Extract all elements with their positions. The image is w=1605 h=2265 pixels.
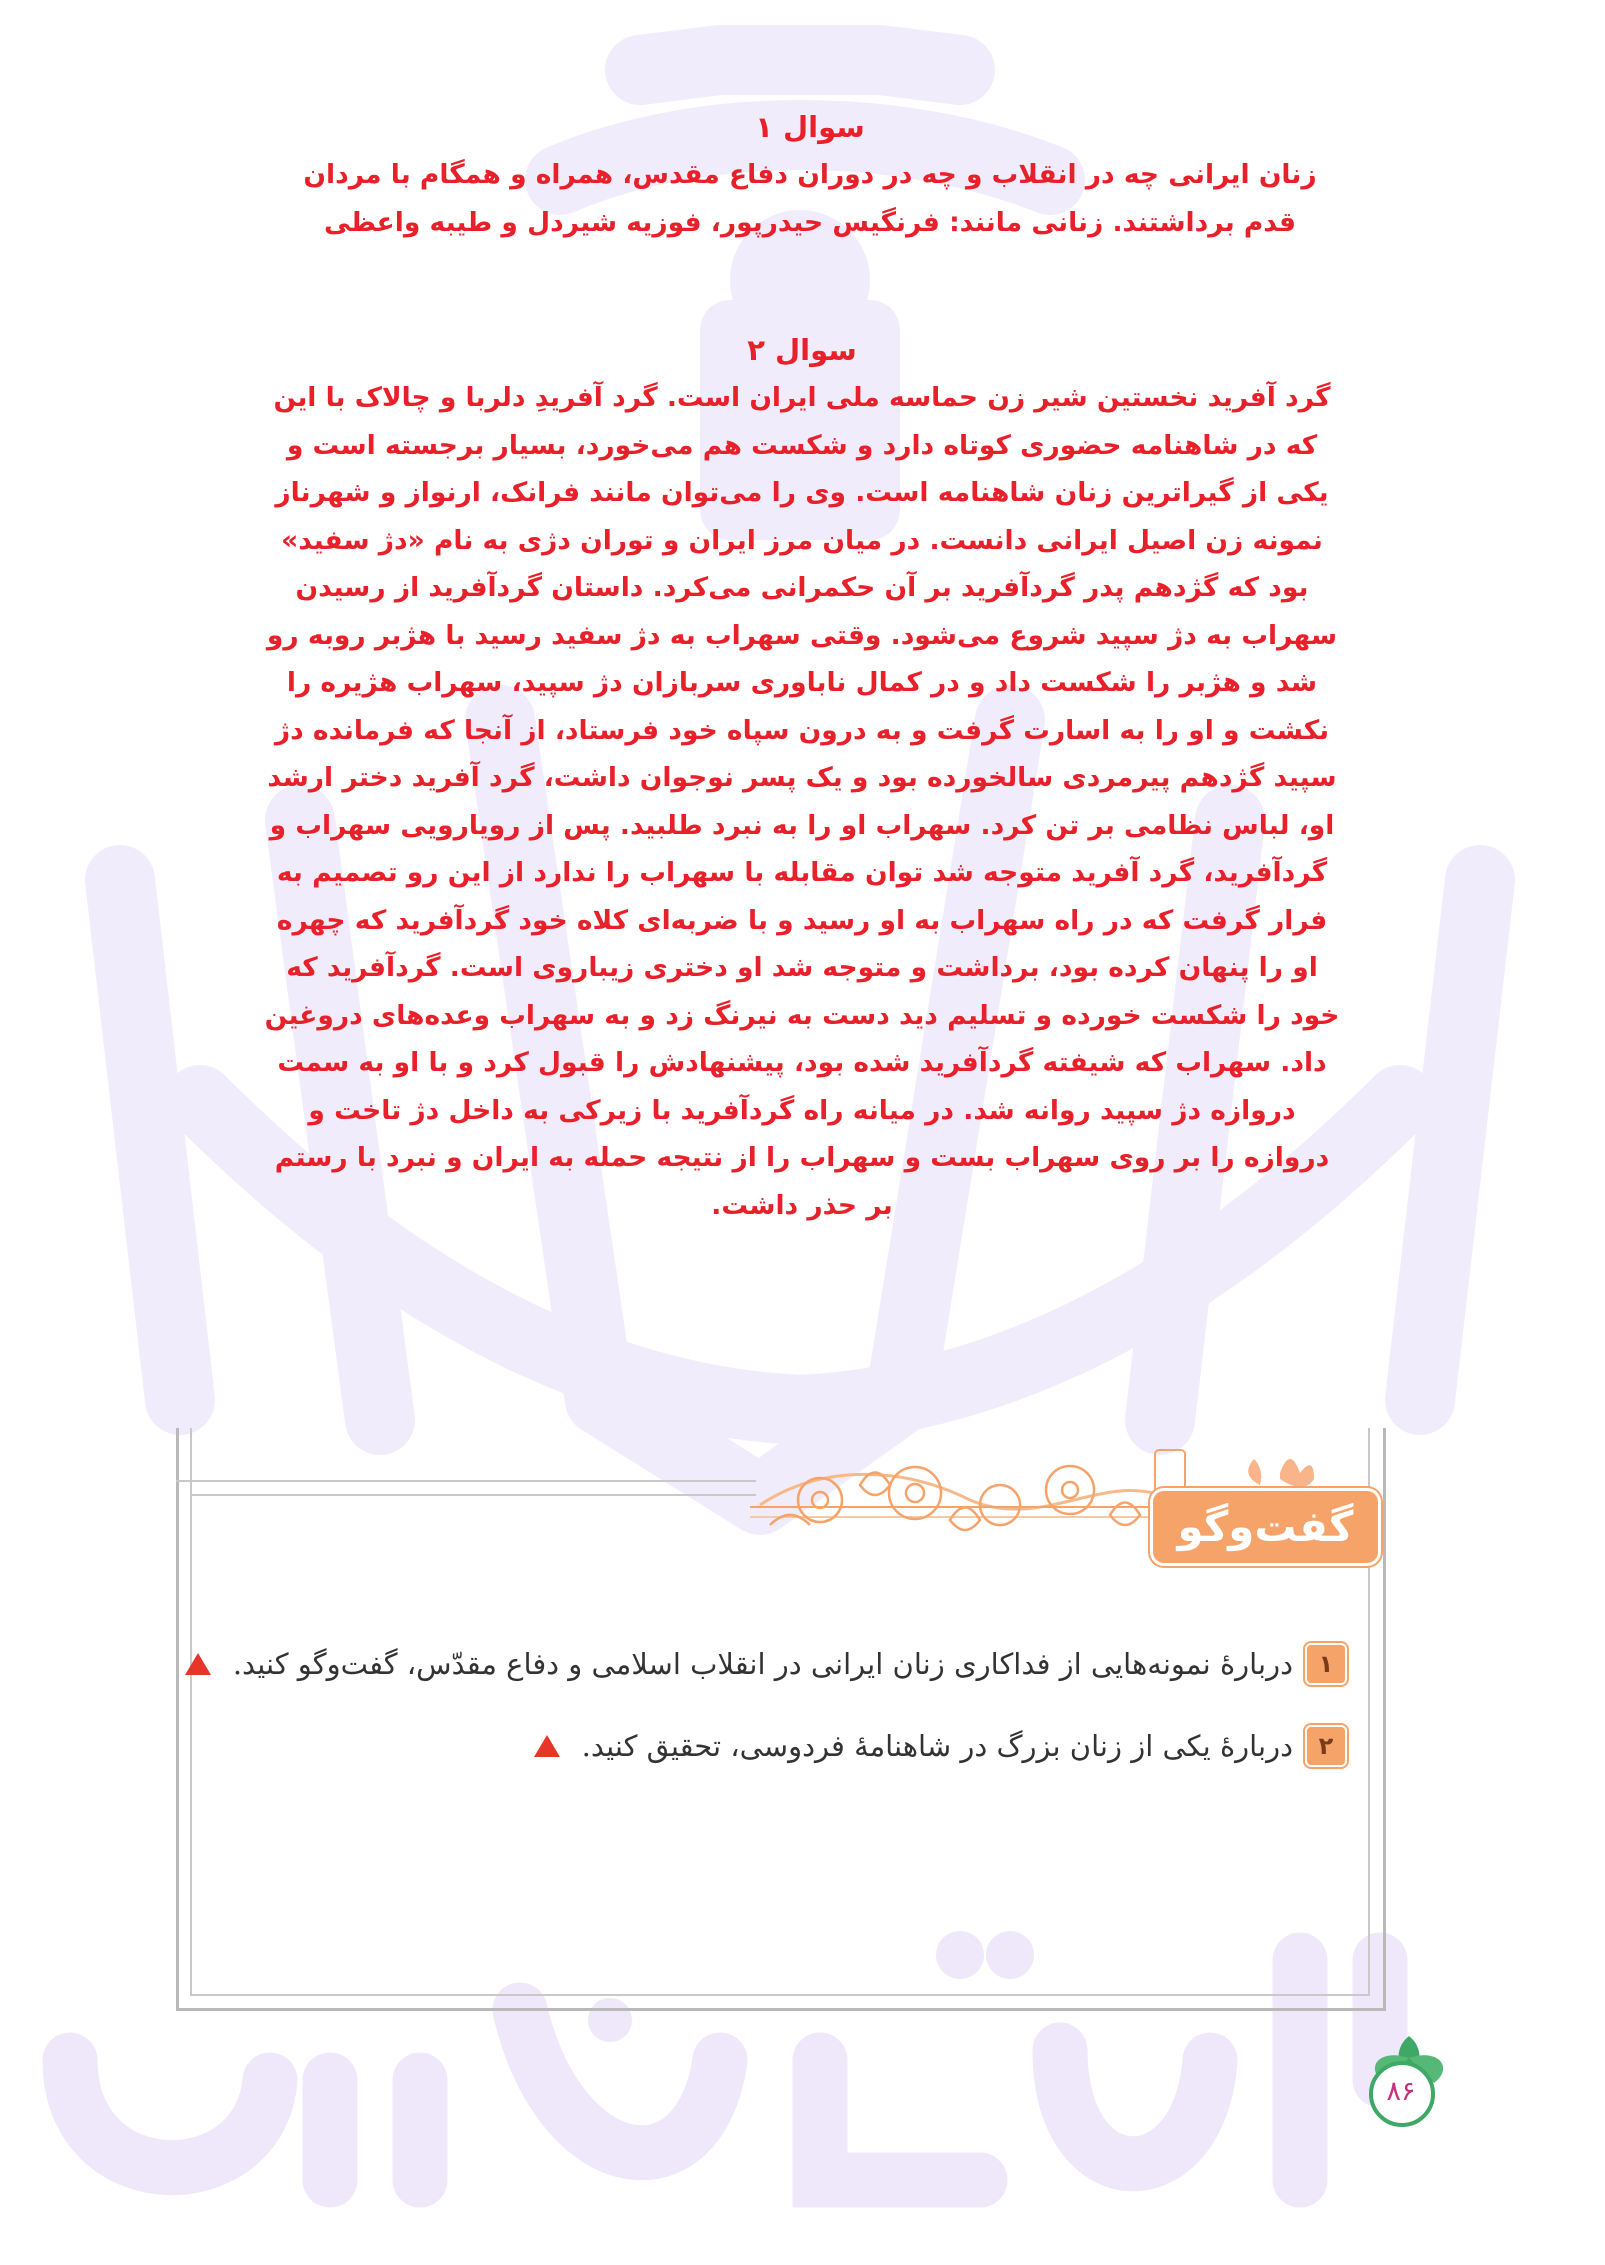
discussion-item-2-text: دربارۀ یکی از زنان بزرگ در شاهنامۀ فردوسی، تحقیق کنید. (581, 1729, 1293, 1763)
discussion-box-top-rule-inner (190, 1494, 756, 1496)
answer-block-2 (262, 328, 1342, 1229)
triangle-marker-icon (534, 1735, 560, 1757)
page-number: ۸۶ (1386, 2076, 1416, 2107)
question-1-title: سوال ۱ (755, 110, 865, 144)
discussion-box-top-rule (176, 1480, 756, 1482)
question-1-answer: زنان ایرانی چه در انقلاب و چه در دوران دفاع مقدس، همراه و همگام با مردان قدم برداشتند. زنانی مانند: فرنگیس حیدرپور، فوزیه شیردل و طیبه واعظی (303, 159, 1317, 238)
item-number-badge-2: ۲ (1305, 1725, 1347, 1767)
question-2-answer: گرد آفرید نخستین شیر زن حماسه ملی ایران است. گرد آفریدِ دلربا و چالاک با این که در شاهنامه حضوری کوتاه دارد و شکست هم می‌خورد، بسیار برجسته است و یکی از گیراترین زنان شاهنامه است. وی را می‌توان مانند فرانک، ارنواز و شهرناز نمونه زن اصیل ایرانی دانست. در میان مرز ایران و توران دژی به نام «دژ سفید» بود که گژدهم پدر گردآفرید بر آن حکمرانی می‌کرد. داستان گردآفرید از رسیدن سهراب به دژ سپید شروع می‌شود. وقتی سهراب به دژ سفید رسید با هژبر روبه رو شد و هژبر را شکست داد و در کمال ناباوری سربازان دژ سپید، سهراب هژیره را نکشت و او را به اسارت گرفت و به درون سپاه خود فرستاد، از آنجا که فرمانده دژ سپید گژدهم پیرمردی سالخورده بود و یک پسر نوجوان داشت، گرد آفرید دختر ارشد او، لباس نظامی بر تن کرد. سهراب او را به نبرد طلبید. پس از رویارویی سهراب و گردآفرید، گرد آفرید متوجه شد توان مقابله با سهراب را ندارد از این رو تصمیم به فرار گرفت که در راه سهراب به او رسید و با ضربه‌ای کلاه خود گردآفرید که چهره او را پنهان کرده بود، برداشت و متوجه شد او دختری زیباروی است. گردآفرید که خود را شکست خورده و تسلیم دید دست به نیرنگ زد و به سهراب وعده‌های دروغین داد. سهراب که شیفته گردآفرید شده بود، پیشنهادش را قبول کرد و با او به سمت دروازه دژ سپید روانه شد. در میانه راه گردآفرید با زیرکی به داخل دژ تاخت و دروازه را بر روی سهراب بست و سهراب را از نتیجه حمله به ایران و نبرد با رستم بر حذر داشت. (264, 382, 1340, 1221)
discussion-item-1-text: دربارۀ نمونه‌هایی از فداکاری زنان ایرانی در انقلاب اسلامی و دفاع مقدّس، گفت‌وگو کنید. (232, 1647, 1293, 1681)
triangle-marker-icon (185, 1653, 211, 1675)
discussion-item-1 (185, 1643, 1347, 1685)
discussion-header-label: گفت‌وگو (1150, 1488, 1381, 1566)
item-number-badge-1: ۱ (1305, 1643, 1347, 1685)
answer-block-1 (290, 105, 1330, 246)
question-2-title: سوال ۲ (747, 333, 857, 367)
discussion-item-2 (534, 1725, 1347, 1767)
